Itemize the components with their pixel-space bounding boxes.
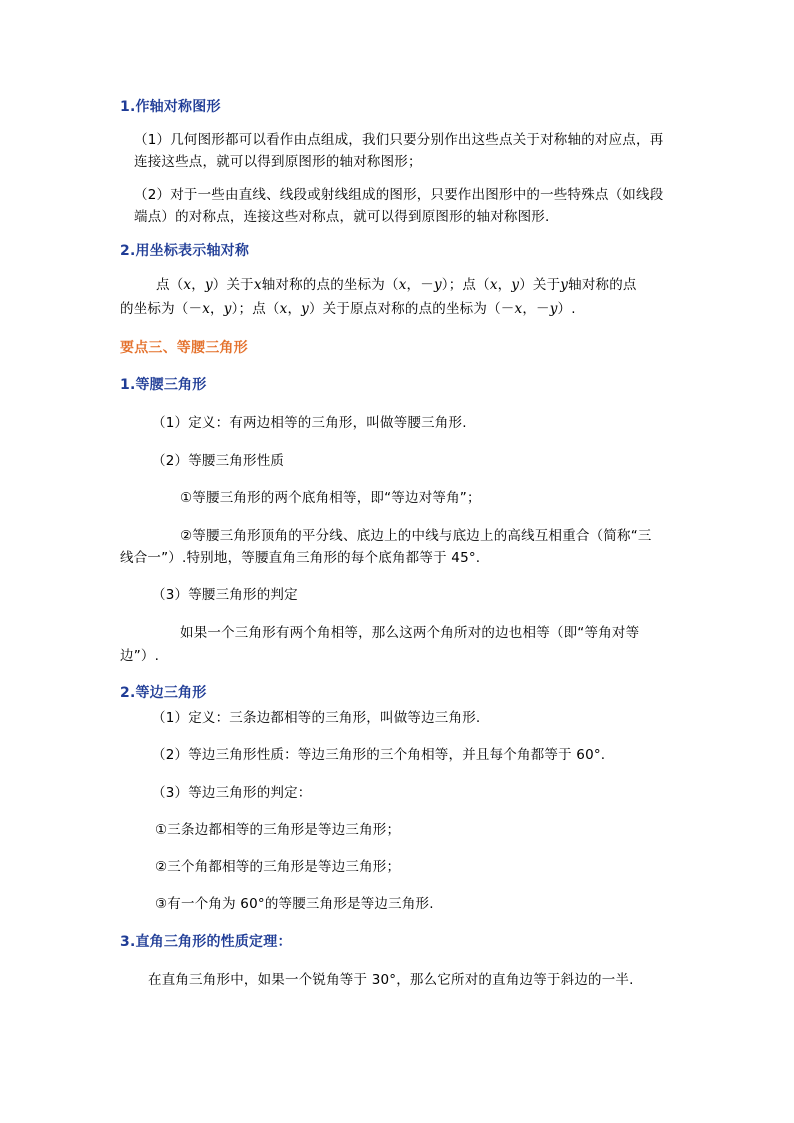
paragraph-line: （2）对于一些由直线、线段或射线组成的图形，只要作出图形中的一些特殊点（如线段 — [134, 187, 664, 203]
paragraph-line: ③有一个角为 60°的等腰三角形是等边三角形. — [155, 896, 434, 912]
section-heading-coordinates: 2.用坐标表示轴对称 — [120, 243, 250, 259]
text-run: ，－ — [522, 301, 550, 317]
text-run: ）；点（ — [231, 301, 280, 317]
key-point-heading: 要点三、等腰三角形 — [120, 340, 248, 356]
text-run: ， — [210, 301, 224, 317]
paragraph-line: ②三个角都相等的三角形是等边三角形； — [155, 859, 401, 875]
math-var: x — [514, 301, 523, 317]
math-var: x — [253, 277, 262, 293]
paragraph-line: 连接这些点，就可以得到原图形的轴对称图形； — [134, 154, 422, 170]
paragraph-line: ②等腰三角形顶角的平分线、底边上的中线与底边上的高线互相重合（简称“三 — [180, 528, 652, 544]
paragraph-line: 边”）. — [120, 648, 160, 664]
section-heading-axial-figure: 1.作轴对称图形 — [120, 99, 221, 115]
paragraph-line: 线合一”）.特别地，等腰直角三角形的每个底角都等于 45°. — [120, 550, 481, 566]
text-run: 点（ — [156, 277, 184, 293]
section-heading-right-triangle: 3.直角三角形的性质定理： — [120, 934, 292, 950]
coordinate-rule-line-1 — [156, 275, 637, 295]
paragraph-line: ①三条边都相等的三角形是等边三角形； — [155, 822, 401, 838]
paragraph-line: （2）等腰三角形性质 — [152, 453, 285, 469]
text-run: ）. — [557, 301, 576, 317]
text-run: ）；点（ — [441, 277, 490, 293]
math-var: x — [183, 277, 192, 293]
paragraph-line: （3）等边三角形的判定： — [152, 785, 312, 801]
math-var: x — [202, 301, 211, 317]
paragraph-line: （3）等腰三角形的判定 — [152, 587, 298, 603]
math-var: y — [301, 301, 309, 317]
math-var: x — [489, 277, 498, 293]
text-run: ）关于 — [519, 277, 561, 293]
text-run: 的坐标为（－ — [120, 301, 203, 317]
paragraph-line: （2）等边三角形性质：等边三角形的三个角相等，并且每个角都等于 60°. — [152, 747, 606, 763]
math-var: x — [398, 277, 407, 293]
text-run: ）关于 — [212, 277, 254, 293]
text-run: ， — [497, 277, 512, 293]
text-run: ， — [191, 277, 205, 293]
paragraph-line: ①等腰三角形的两个底角相等，即“等边对等角”； — [180, 490, 481, 506]
section-heading-equilateral: 2.等边三角形 — [120, 685, 207, 701]
paragraph-line: 端点）的对称点，连接这些对称点，就可以得到原图形的轴对称图形. — [134, 209, 550, 225]
paragraph-line: （1）定义：有两边相等的三角形，叫做等腰三角形. — [152, 415, 467, 431]
paragraph-line: （1）定义：三条边都相等的三角形，叫做等边三角形. — [152, 710, 481, 726]
math-var: y — [560, 277, 569, 293]
paragraph-line: （1）几何图形都可以看作由点组成，我们只要分别作出这些点关于对称轴的对应点，再 — [134, 132, 664, 148]
paragraph-line: 在直角三角形中，如果一个锐角等于 30°，那么它所对的直角边等于斜边的一半. — [148, 972, 634, 988]
math-var: x — [279, 301, 288, 317]
paragraph-line: 如果一个三角形有两个角相等，那么这两个角所对的边也相等（即“等角对等 — [180, 625, 640, 641]
math-var: y — [204, 277, 213, 293]
text-run: ， — [287, 301, 302, 317]
math-var: y — [223, 301, 232, 317]
coordinate-rule-line-2 — [120, 299, 576, 319]
text-run: ）关于原点对称的点的坐标为（－ — [308, 301, 515, 317]
text-run: 轴对称的点 — [568, 277, 637, 293]
math-var: y — [433, 277, 442, 293]
text-run: 轴对称的点的坐标为（ — [261, 277, 399, 293]
math-var: y — [549, 301, 558, 317]
text-run: ，－ — [406, 277, 434, 293]
math-var: y — [511, 277, 520, 293]
section-heading-isosceles: 1.等腰三角形 — [120, 377, 207, 393]
